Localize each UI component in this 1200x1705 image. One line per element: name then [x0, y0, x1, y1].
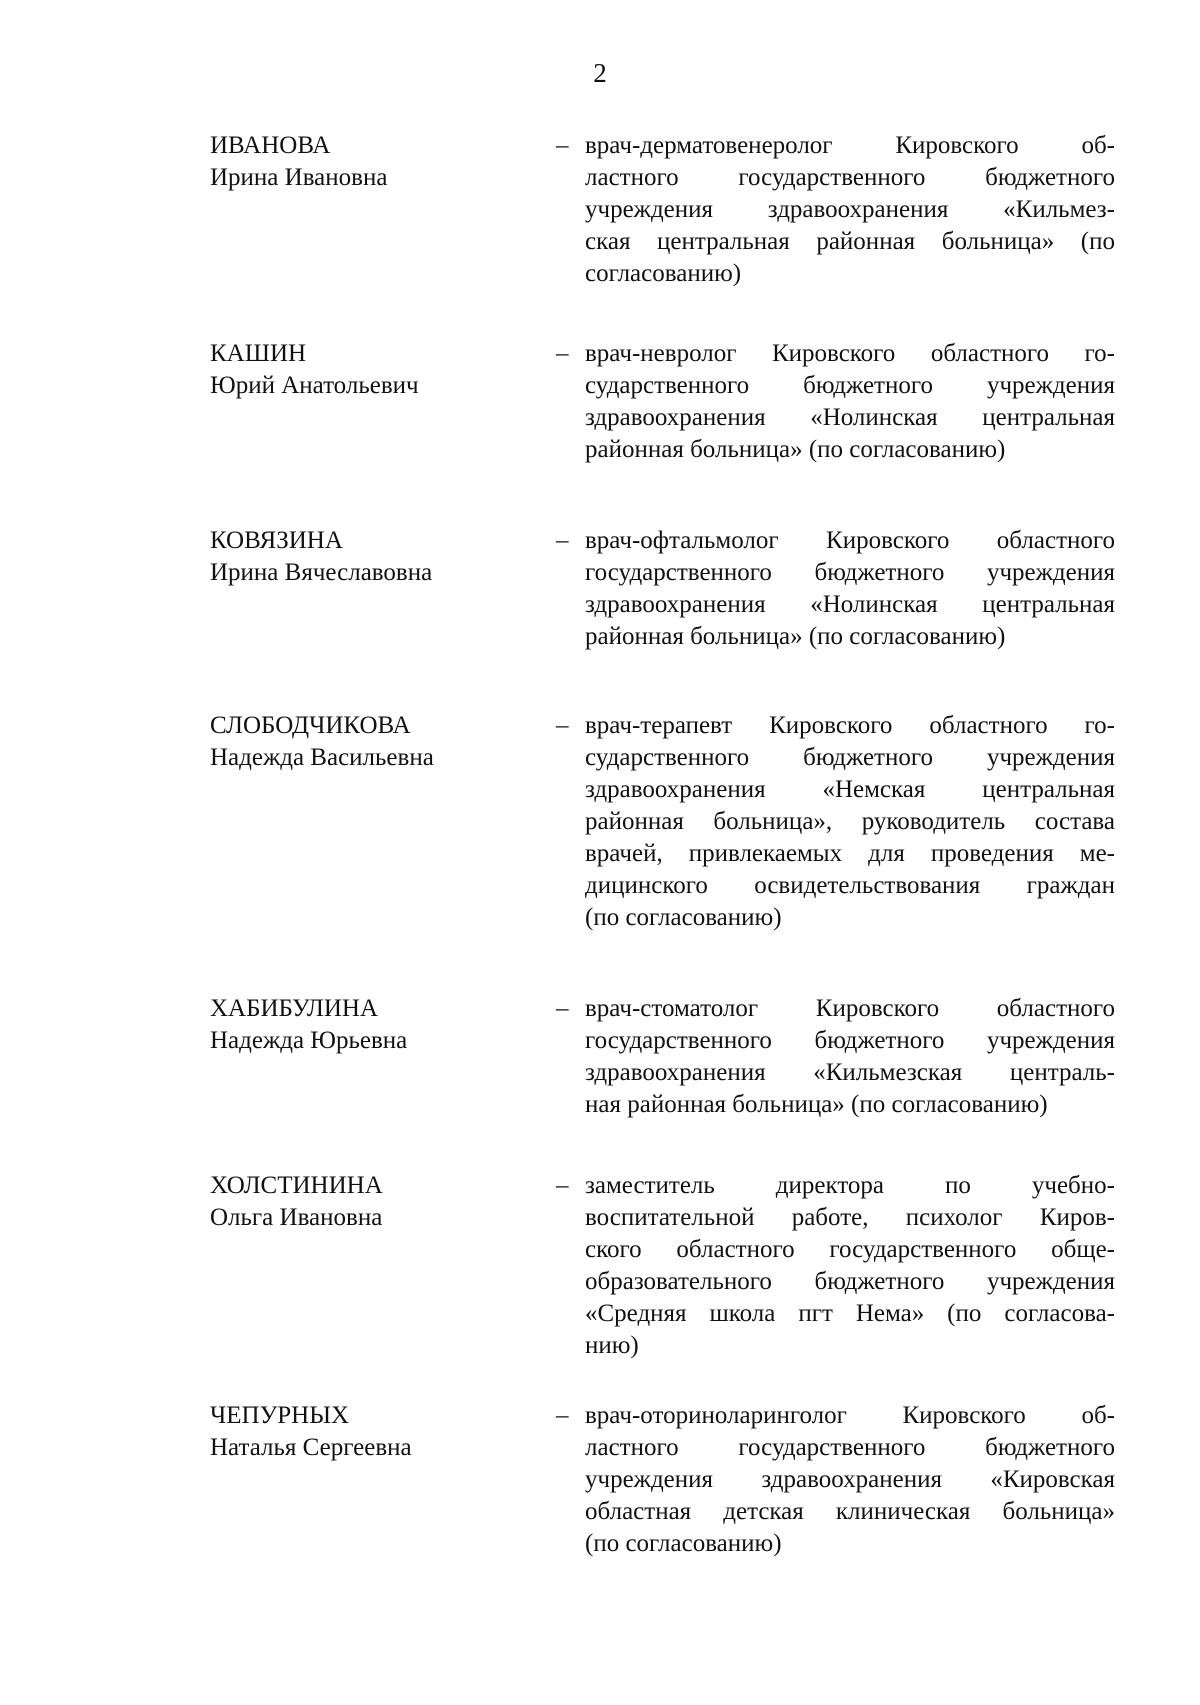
description-line: ластного государственного бюджетного [585, 1434, 1115, 1461]
member-surname: ИВАНОВА [210, 132, 331, 159]
description-line: врач-офтальмолог Кировского областного [585, 527, 1115, 554]
description-line: воспитательной работе, психолог Киров- [585, 1204, 1115, 1231]
member-description [585, 130, 1115, 290]
description-line: «Средняя школа пгт Нема» (по согласова- [585, 1300, 1115, 1327]
description-line: образовательного бюджетного учреждения [585, 1268, 1115, 1295]
member-given-names: Наталья Сергеевна [210, 1434, 412, 1461]
member-given-names: Надежда Юрьевна [210, 1027, 408, 1054]
description-line: учреждения здравоохранения «Кильмез- [585, 196, 1115, 223]
member-name [210, 338, 540, 402]
description-line: государственного бюджетного учреждения [585, 559, 1115, 586]
member-description [585, 710, 1115, 934]
description-line: ского областного государственного обще- [585, 1236, 1115, 1263]
description-line: государственного бюджетного учреждения [585, 1027, 1115, 1054]
member-description [585, 1400, 1115, 1560]
page-number: 2 [593, 58, 607, 88]
entry-dash: – [556, 995, 569, 1022]
entry-dash: – [556, 527, 569, 554]
entry-dash: – [556, 712, 569, 739]
member-name [210, 1400, 540, 1464]
description-line: дицинского освидетельствования граждан [585, 872, 1115, 899]
description-line: здравоохранения «Немская центральная [585, 776, 1115, 803]
description-line: здравоохранения «Нолинская центральная [585, 591, 1115, 618]
description-line: ская центральная районная больница» (по [585, 228, 1115, 255]
description-line: ластного государственного бюджетного [585, 164, 1115, 191]
member-given-names: Ирина Ивановна [210, 164, 388, 191]
member-given-names: Надежда Васильевна [210, 744, 434, 771]
description-line: сударственного бюджетного учреждения [585, 744, 1115, 771]
entry-dash: – [556, 132, 569, 159]
description-line: врач-стоматолог Кировского областного [585, 995, 1115, 1022]
member-description [585, 338, 1115, 466]
description-line: ная районная больница» (по согласованию) [585, 1091, 1048, 1118]
member-description [585, 525, 1115, 653]
member-name [210, 710, 540, 774]
description-line: областная детская клиническая больница» [585, 1498, 1115, 1525]
description-line: врач-невролог Кировского областного го- [585, 340, 1115, 367]
entry-dash: – [556, 1172, 569, 1199]
description-line: здравоохранения «Нолинская центральная [585, 404, 1115, 431]
description-line: районная больница», руководитель состава [585, 808, 1115, 835]
member-name [210, 525, 540, 589]
description-line: согласованию) [585, 260, 742, 287]
description-line: (по согласованию) [585, 904, 782, 931]
description-line: врач-дерматовенеролог Кировского об- [585, 132, 1115, 159]
member-surname: КОВЯЗИНА [210, 527, 343, 554]
entry-dash: – [556, 1402, 569, 1429]
member-given-names: Юрий Анатольевич [210, 372, 419, 399]
description-line: врач-терапевт Кировского областного го- [585, 712, 1115, 739]
member-surname: КАШИН [210, 340, 307, 367]
description-line: здравоохранения «Кильмезская централь- [585, 1059, 1115, 1086]
description-line: заместитель директора по учебно- [585, 1172, 1115, 1199]
description-line: нию) [585, 1332, 639, 1359]
description-line: врачей, привлекаемых для проведения ме- [585, 840, 1115, 867]
entry-dash: – [556, 340, 569, 367]
member-given-names: Ирина Вячеславовна [210, 559, 433, 586]
description-line: районная больница» (по согласованию) [585, 436, 1006, 463]
member-name [210, 130, 540, 194]
description-line: учреждения здравоохранения «Кировская [585, 1466, 1115, 1493]
member-surname: СЛОБОДЧИКОВА [210, 712, 411, 739]
member-surname: ХОЛСТИНИНА [210, 1172, 383, 1199]
description-line: (по согласованию) [585, 1530, 782, 1557]
member-name [210, 1170, 540, 1234]
member-name [210, 993, 540, 1057]
member-description [585, 1170, 1115, 1362]
member-surname: ЧЕПУРНЫХ [210, 1402, 350, 1429]
description-line: сударственного бюджетного учреждения [585, 372, 1115, 399]
description-line: районная больница» (по согласованию) [585, 623, 1006, 650]
member-given-names: Ольга Ивановна [210, 1204, 383, 1231]
member-surname: ХАБИБУЛИНА [210, 995, 378, 1022]
member-description [585, 993, 1115, 1121]
description-line: врач-оториноларинголог Кировского об- [585, 1402, 1115, 1429]
